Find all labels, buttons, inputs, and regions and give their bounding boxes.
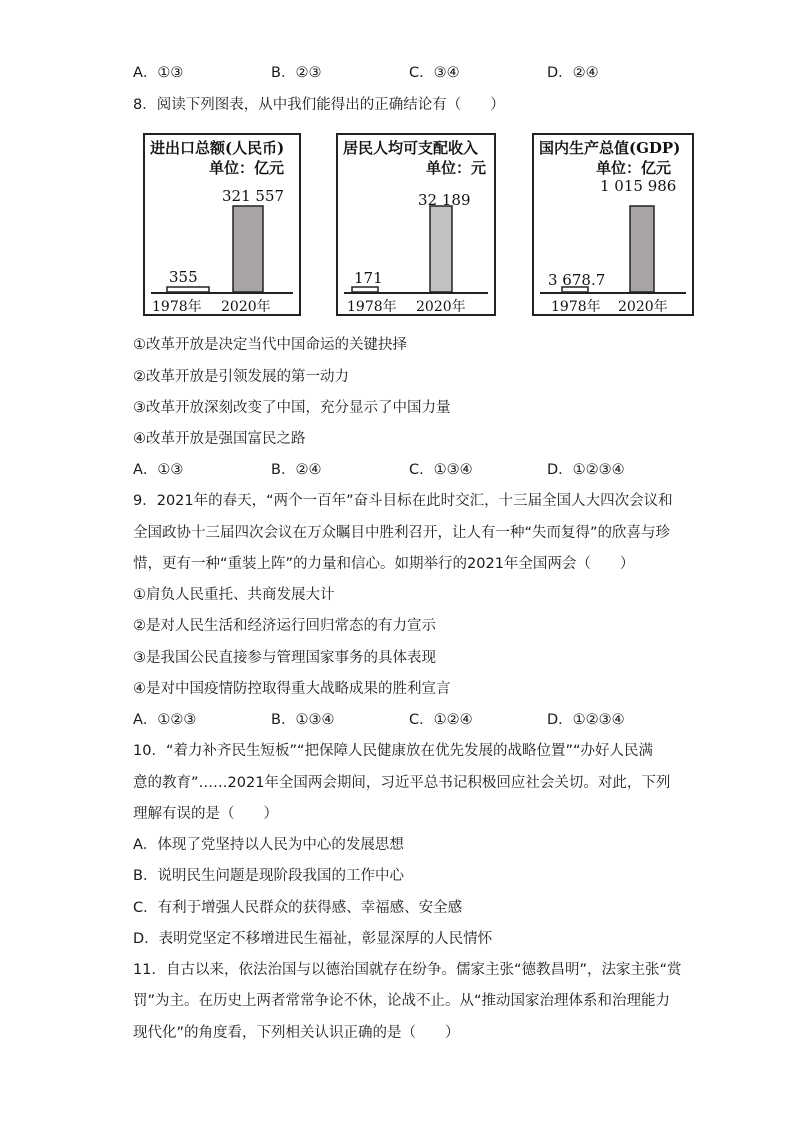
chart-3-title: 国内生产总值(GDP)	[539, 139, 681, 157]
chart-1-bar-1978	[167, 287, 209, 292]
q9-stem-line-1: 9．2021年的春天，“两个一百年”奋斗目标在此时交汇，十三届全国人大四次会议和	[133, 493, 673, 509]
q9-stem-line-2: 全国政协十三届四次会议在万众瞩目中胜利召开，让人有一种“失而复得”的欣喜与珍	[133, 525, 671, 541]
chart-import-export	[143, 133, 301, 316]
chart-1-xlabel-1978: 1978年	[152, 299, 202, 315]
chart-3-value-2020: 1 015 986	[600, 177, 677, 195]
q8-option-d: D．①②③④	[547, 462, 625, 478]
q8-statement-4: ④改革开放是强国富民之路	[133, 431, 306, 447]
chart-1-bar-2020	[233, 206, 263, 292]
chart-1-xlabel-2020: 2020年	[221, 299, 271, 315]
chart-1-value-2020: 321 557	[222, 187, 285, 205]
q8-statement-2: ②改革开放是引领发展的第一动力	[133, 369, 349, 385]
chart-3-xlabel-1978: 1978年	[551, 299, 601, 315]
q10-option-a: A．体现了党坚持以人民为中心的发展思想	[133, 837, 404, 853]
q9-option-a: A．①②③	[133, 712, 197, 728]
chart-3-value-1978: 3 678.7	[548, 271, 606, 289]
chart-2-xlabel-1978: 1978年	[347, 299, 397, 315]
chart-2-bar-2020	[430, 206, 452, 292]
q9-stem-line-3: 惜，更有一种“重装上阵”的力量和信心。如期举行的2021年全国两会（ ）	[133, 556, 635, 572]
q10-option-c: C．有利于增强人民群众的获得感、幸福感、安全感	[133, 900, 463, 916]
q11-stem-line-1: 11．自古以来，依法治国与以德治国就存在纷争。儒家主张“德教昌明”，法家主张“赏	[133, 962, 682, 978]
q9-statement-3: ③是我国公民直接参与管理国家事务的具体表现	[133, 650, 436, 666]
chart-2-title: 居民人均可支配收入	[343, 139, 479, 157]
chart-disposable-income	[336, 133, 496, 316]
q8-statement-3: ③改革开放深刻改变了中国，充分显示了中国力量	[133, 400, 451, 416]
chart-1-unit: 单位：亿元	[209, 159, 285, 177]
chart-1-value-1978: 355	[169, 268, 198, 286]
q8-statement-1: ①改革开放是决定当代中国命运的关键抉择	[133, 337, 407, 353]
q10-stem-line-1: 10．“着力补齐民生短板”“把保障人民健康放在优先发展的战略位置”“办好人民满	[133, 743, 654, 759]
q8-options	[133, 460, 693, 480]
q7-option-c: C．③④	[409, 65, 460, 81]
chart-gdp	[532, 133, 694, 316]
q10-option-b: B．说明民生问题是现阶段我国的工作中心	[133, 868, 404, 884]
q8-stem: 8．阅读下列图表，从中我们能得出的正确结论有（ ）	[133, 97, 505, 113]
q7-option-d: D．②④	[547, 65, 599, 81]
chart-2-xlabel-2020: 2020年	[416, 299, 466, 315]
q10-stem-line-3: 理解有误的是（ ）	[133, 806, 278, 822]
chart-2-value-1978: 171	[354, 269, 383, 287]
q7-options	[133, 63, 693, 83]
q9-option-d: D．①②③④	[547, 712, 625, 728]
chart-2-unit: 单位：元	[426, 159, 487, 177]
q7-option-b: B．②③	[271, 65, 322, 81]
chart-2-bar-1978	[352, 287, 378, 292]
q9-statement-2: ②是对人民生活和经济运行回归常态的有力宣示	[133, 618, 436, 634]
q9-options	[133, 710, 693, 730]
q8-option-a: A．①③	[133, 462, 184, 478]
q9-option-b: B．①③④	[271, 712, 335, 728]
chart-3-unit: 单位：亿元	[596, 159, 672, 177]
chart-3-xlabel-2020: 2020年	[618, 299, 668, 315]
q7-option-a: A．①③	[133, 65, 184, 81]
chart-3-bar-2020	[630, 206, 654, 292]
q9-statement-1: ①肩负人民重托、共商发展大计	[133, 587, 335, 603]
q11-stem-line-3: 现代化”的角度看，下列相关认识正确的是（ ）	[133, 1025, 460, 1041]
q8-option-b: B．②④	[271, 462, 322, 478]
chart-2-value-2020: 32 189	[418, 191, 471, 209]
q9-statement-4: ④是对中国疫情防控取得重大战略成果的胜利宣言	[133, 681, 451, 697]
q10-stem-line-2: 意的教育”……2021年全国两会期间，习近平总书记积极回应社会关切。对此，下列	[133, 775, 671, 791]
q8-option-c: C．①③④	[409, 462, 473, 478]
q9-option-c: C．①②④	[409, 712, 473, 728]
q10-option-d: D．表明党坚定不移增进民生福祉，彰显深厚的人民情怀	[133, 931, 493, 947]
chart-1-title: 进出口总额(人民币)	[150, 139, 285, 157]
q11-stem-line-2: 罚”为主。在历史上两者常常争论不休，论战不止。从“推动国家治理体系和治理能力	[133, 993, 671, 1009]
